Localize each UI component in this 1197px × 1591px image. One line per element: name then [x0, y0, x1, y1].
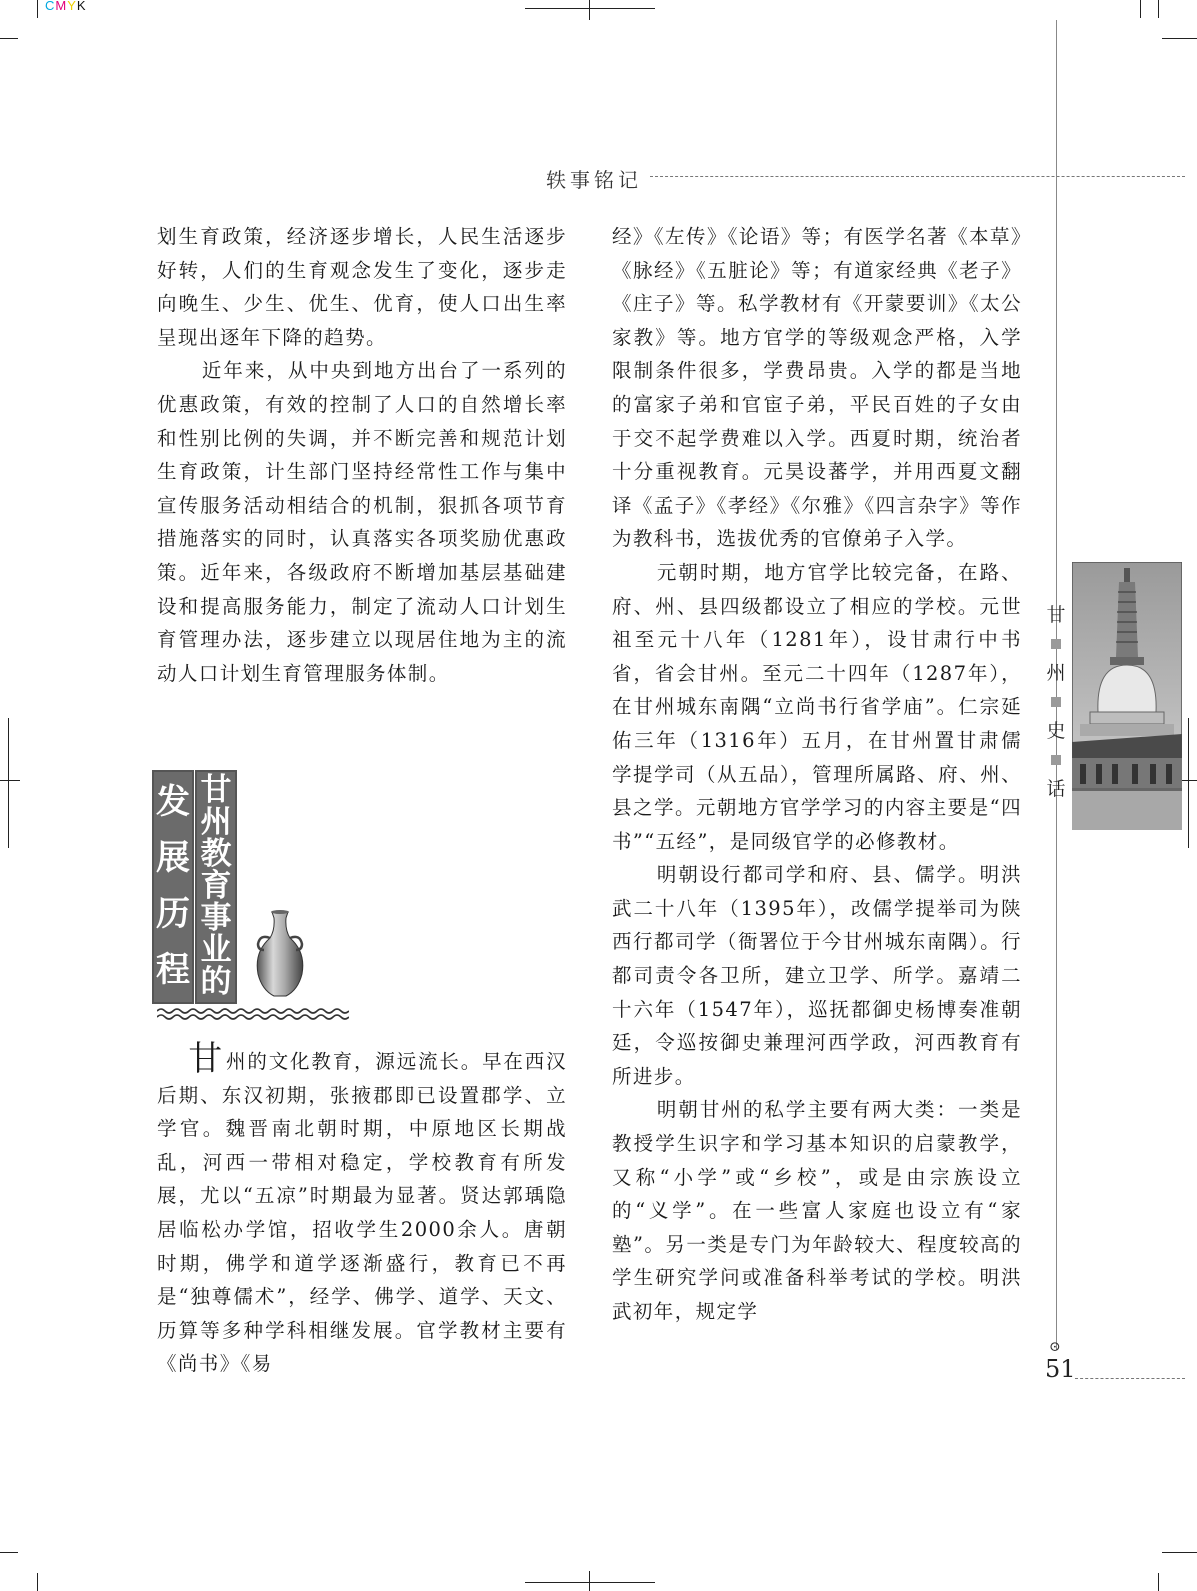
heading-glyph: 事	[200, 900, 232, 936]
footer-divider	[1075, 1378, 1185, 1379]
heading-glyph: 州	[200, 804, 232, 840]
paragraph: 明朝设行都司学和府、县、儒学。明洪武二十八年（1395年），改儒学提举司为陕西行都司学（衙署位于今甘州城东南隅）。行都司责令各卫所，建立卫学、所学。嘉靖二十六年（1547年），巡抚都御史杨博奏准朝廷，令巡按御史兼理河西学政，河西教育有所进步。	[612, 863, 1022, 1088]
sidebar-square-icon	[1051, 639, 1061, 649]
heading-glyph: 教	[200, 836, 232, 872]
pagoda-photo	[1072, 562, 1182, 830]
heading-glyph: 的	[200, 964, 232, 1000]
paragraph: 经》《左传》《论语》等；有医学名著《本草》《脉经》《五脏论》等；有道家经典《老子》《庄子》等。私学教材有《开蒙要训》《太公家教》等。地方官学的等级观念严格，入学限制条件很多，学费昂贵。入学的都是当地的富家子弟和官宦子弟，平民百姓的子女由于交不起学费难以入学。西夏时期，统治者十分重视教育。元昊设蕃学，并用西夏文翻译《孟子》《孝经》《尔雅》《四言杂字》等作为教科书，选拔优秀的官僚弟子入学。	[612, 225, 1022, 551]
section-title: 轶事铭记	[546, 168, 642, 192]
header-divider	[650, 176, 1185, 177]
page-number-ornament-icon: ⊙	[1049, 1339, 1061, 1355]
heading-char	[154, 774, 192, 998]
sidebar-char: 史	[1046, 720, 1066, 742]
heading-glyph: 历	[156, 894, 190, 934]
heading-glyph: 程	[156, 950, 190, 990]
paragraph: 划生育政策，经济逐步增长，人民生活逐步好转，人们的生育观念发生了变化，逐步走向晚生、少生、优生、优育，使人口出生率呈现出逐年下降的趋势。	[157, 225, 567, 349]
paragraph-text: 州的文化教育，源远流长。早在西汉后期、东汉初期，张掖郡即已设置郡学、立学官。魏晋南北朝时期，中原地区长期战乱，河西一带相对稳定，学校教育有所发展，尤以“五凉”时期最为显著。贤达郭瑀隐居临松办学馆，招收学生2000余人。唐朝时期，佛学和道学逐渐盛行，教育已不再是“独尊儒术”，经学、佛学、道学、天文、历算等多种学科相继发展。官学教材主要有《尚书》《易	[157, 1050, 567, 1376]
left-column-bottom	[157, 1039, 567, 1381]
cmyk-m: M	[55, 0, 68, 13]
heading-glyph: 业	[200, 932, 232, 968]
cmyk-k: K	[76, 0, 87, 13]
left-column-top	[157, 220, 567, 690]
sidebar-char: 甘	[1046, 604, 1066, 626]
heading-block-development	[152, 770, 194, 1004]
sidebar-square-icon	[1051, 697, 1061, 707]
sidebar-square-icon	[1051, 755, 1061, 765]
page-number: 51	[1045, 1355, 1076, 1383]
paragraph	[157, 1039, 567, 1381]
heading-text-title	[197, 772, 235, 998]
right-column	[612, 220, 1022, 1329]
heading-glyph: 展	[156, 838, 190, 878]
paragraph: 近年来，从中央到地方出台了一系列的优惠政策，有效的控制了人口的自然增长率和性别比例的失调，并不断完善和规范计划生育政策，计生部门坚持经常性工作与集中宣传服务活动相结合的机制，狠抓各项节育措施落实的同时，认真落实各项奖励优惠政策。近年来，各级政府不断增加基层基础建设和提高服务能力，制定了流动人口计划生育管理办法，逐步建立以现居住地为主的流动人口计划生育管理服务体制。	[157, 359, 567, 685]
heading-text-development	[154, 772, 192, 998]
heading-glyph: 甘	[200, 772, 232, 808]
drop-cap: 甘	[188, 1039, 225, 1079]
cmyk-c: C	[45, 0, 56, 13]
cmyk-y: Y	[67, 0, 77, 13]
heading-glyph: 育	[200, 868, 232, 904]
cmyk-color-bar	[45, 0, 87, 13]
sidebar-char: 话	[1046, 778, 1066, 800]
heading-wave-ornament	[157, 1006, 349, 1020]
sidebar-label	[1045, 600, 1067, 804]
paragraph: 元朝时期，地方官学比较完备，在路、府、州、县四级都设立了相应的学校。元世祖至元十八年（1281年），设甘肃行中书省，省会甘州。至元二十四年（1287年），在甘州城东南隅“立尚书行省学庙”。仁宗延佑三年（1316年）五月，在甘州置甘肃儒学提学司（从五品），管理所属路、府、州、县之学。元朝地方官学学习的内容主要是“四书”“五经”，是同级官学的必修教材。	[612, 560, 1022, 853]
heading-glyph: 发	[156, 782, 190, 822]
vase-illustration	[250, 908, 310, 1000]
sidebar-char: 州	[1046, 662, 1066, 684]
paragraph: 明朝甘州的私学主要有两大类：一类是教授学生识字和学习基本知识的启蒙教学，又称“小学”或“乡校”，或是由宗族设立的“义学”。在一些富人家庭也设立有“家塾”。另一类是专门为年龄较大、程度较高的学生研究学问或准备科举考试的学校。明洪武初年，规定学	[612, 1098, 1022, 1323]
heading-char	[197, 774, 235, 998]
heading-block-title	[195, 770, 237, 1004]
